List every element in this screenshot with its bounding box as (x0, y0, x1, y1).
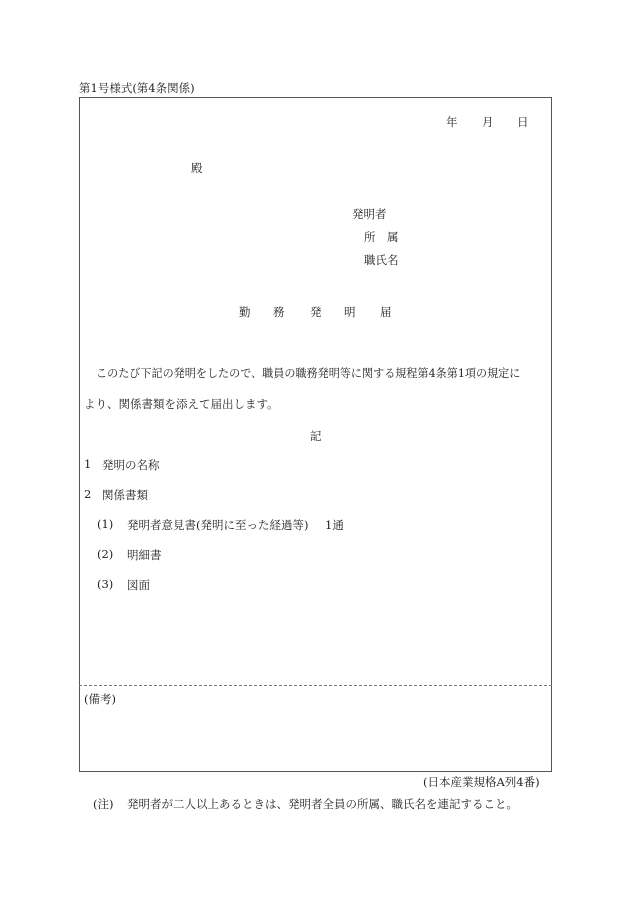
sub-item-number: (3) (97, 577, 114, 591)
note-text: 発明者が二人以上あるときは、発明者全員の所属、職氏名を連記すること。 (127, 797, 518, 811)
body-line-1: このたび下記の発明をしたので、職員の職務発明等に関する規程第4条第1項の規定に (96, 367, 521, 380)
paper-size-note: (日本産業規格A列4番) (423, 775, 540, 789)
title-char-4: 明 (344, 305, 356, 319)
body-line-2: より、関係書類を添えて届出します。 (84, 397, 279, 411)
title-char-5: 届 (380, 305, 392, 319)
sub-item-number: (2) (97, 547, 114, 561)
sub-item-count: 1通 (325, 518, 344, 532)
inventor-affiliation-char-2: 属 (387, 230, 399, 244)
item-number: 1 (84, 457, 92, 471)
sub-item-label: 図面 (127, 578, 150, 592)
item-label: 関係書類 (102, 488, 148, 502)
addressee-honorific: 殿 (191, 161, 203, 175)
date-month: 月 (482, 115, 494, 129)
sub-item-label: 明細書 (127, 548, 162, 562)
form-number: 第1号様式(第4条関係) (79, 81, 195, 95)
remarks-label: (備考) (84, 692, 116, 706)
date-day: 日 (517, 115, 529, 129)
item-label: 発明の名称 (102, 458, 160, 472)
title-char-1: 勤 (239, 305, 251, 319)
note-label: (注) (93, 797, 114, 811)
date-year: 年 (446, 115, 458, 129)
title-char-3: 発 (310, 305, 322, 319)
item-number: 2 (84, 487, 92, 501)
sub-item-number: (1) (97, 517, 114, 531)
title-char-2: 務 (273, 305, 285, 319)
inventor-affiliation-char-1: 所 (364, 230, 376, 244)
inventor-label: 発明者 (352, 207, 387, 221)
inventor-title-name: 職氏名 (364, 253, 399, 267)
sub-item-label: 発明者意見書(発明に至った経過等) (127, 518, 309, 532)
notes-heading: 記 (310, 429, 322, 443)
remarks-divider (79, 685, 552, 686)
